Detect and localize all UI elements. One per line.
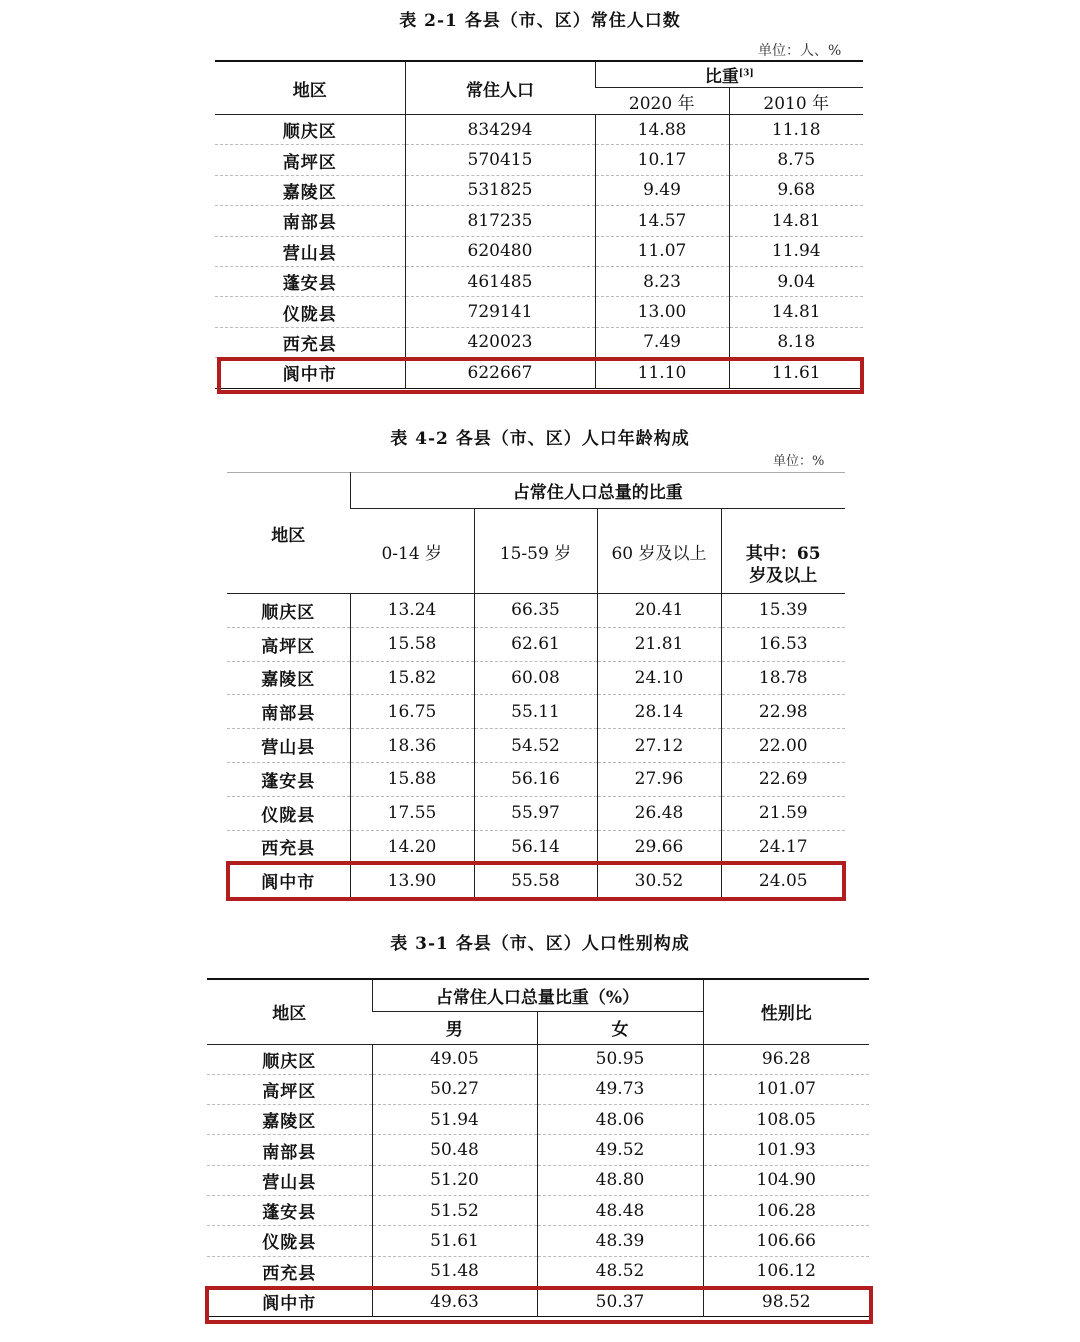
table-row <box>227 729 845 763</box>
cell-value: 96.28 <box>703 1044 869 1074</box>
cell-value: 49.63 <box>372 1286 537 1316</box>
region-name: 蓬安县 <box>207 1195 372 1225</box>
table1-unit: 单位：人、% <box>758 43 842 59</box>
table-row <box>227 864 845 898</box>
cell-value: 48.80 <box>537 1165 703 1195</box>
cell-value: 27.96 <box>597 762 721 796</box>
cell-value: 24.17 <box>721 830 845 864</box>
cell-value: 14.81 <box>729 206 863 236</box>
cell-value: 98.52 <box>703 1286 869 1316</box>
cell-value: 17.55 <box>350 796 474 830</box>
cell-value: 16.53 <box>721 627 845 661</box>
cell-value: 7.49 <box>595 327 729 357</box>
cell-value: 28.14 <box>597 695 721 729</box>
cell-value: 56.14 <box>474 830 597 864</box>
region-name: 营山县 <box>227 729 350 763</box>
header-region: 地区 <box>215 61 405 115</box>
header-male: 男 <box>372 1011 537 1044</box>
cell-value: 15.58 <box>350 627 474 661</box>
cell-value: 29.66 <box>597 830 721 864</box>
cell-value: 56.16 <box>474 762 597 796</box>
cell-value: 48.06 <box>537 1105 703 1135</box>
cell-value: 420023 <box>405 327 595 357</box>
cell-value: 570415 <box>405 145 595 175</box>
cell-value: 13.00 <box>595 297 729 327</box>
table-row <box>207 1044 869 1074</box>
cell-value: 14.20 <box>350 830 474 864</box>
table-row <box>215 115 863 145</box>
region-name: 仪陇县 <box>215 297 405 327</box>
sex-structure-table <box>207 978 869 1317</box>
header-sex-ratio: 性别比 <box>703 979 869 1044</box>
header-2020: 2020 年 <box>595 88 729 115</box>
cell-value: 15.39 <box>721 594 845 628</box>
cell-value: 106.28 <box>703 1195 869 1225</box>
region-name: 嘉陵区 <box>215 175 405 205</box>
resident-population-table <box>215 60 863 389</box>
region-name: 蓬安县 <box>215 266 405 296</box>
header-share: 占常住人口总量比重（%） <box>372 979 703 1011</box>
cell-value: 817235 <box>405 206 595 236</box>
table-row <box>215 145 863 175</box>
cell-value: 15.88 <box>350 762 474 796</box>
cell-value: 531825 <box>405 175 595 205</box>
cell-value: 11.94 <box>729 236 863 266</box>
table-row <box>215 236 863 266</box>
cell-value: 461485 <box>405 266 595 296</box>
header-region: 地区 <box>207 979 372 1044</box>
region-name: 营山县 <box>207 1165 372 1195</box>
cell-value: 21.81 <box>597 627 721 661</box>
table-row <box>227 594 845 628</box>
region-name: 顺庆区 <box>207 1044 372 1074</box>
cell-value: 11.18 <box>729 115 863 145</box>
cell-value: 20.41 <box>597 594 721 628</box>
cell-value: 50.37 <box>537 1286 703 1316</box>
region-name: 仪陇县 <box>227 796 350 830</box>
cell-value: 834294 <box>405 115 595 145</box>
cell-value: 60.08 <box>474 661 597 695</box>
cell-value: 51.52 <box>372 1195 537 1225</box>
table-row <box>215 327 863 357</box>
cell-value: 11.10 <box>595 358 729 388</box>
cell-value: 8.18 <box>729 327 863 357</box>
cell-value: 24.05 <box>721 864 845 898</box>
region-name: 高坪区 <box>215 145 405 175</box>
header-share: 占常住人口总量的比重 <box>350 473 845 509</box>
cell-value: 14.57 <box>595 206 729 236</box>
table-row <box>207 1135 869 1165</box>
table-row <box>227 762 845 796</box>
table-row <box>227 661 845 695</box>
table3-title: 表 3-1 各县（市、区）人口性别构成 <box>390 934 690 954</box>
region-name: 顺庆区 <box>227 594 350 628</box>
cell-value: 48.48 <box>537 1195 703 1225</box>
cell-value: 50.48 <box>372 1135 537 1165</box>
region-name: 西充县 <box>207 1256 372 1286</box>
region-name: 嘉陵区 <box>227 661 350 695</box>
cell-value: 62.61 <box>474 627 597 661</box>
cell-value: 729141 <box>405 297 595 327</box>
table2-unit: 单位：% <box>773 454 825 469</box>
header-2010: 2010 年 <box>729 88 863 115</box>
cell-value: 50.95 <box>537 1044 703 1074</box>
cell-value: 18.78 <box>721 661 845 695</box>
table-row <box>227 796 845 830</box>
table1-title: 表 2-1 各县（市、区）常住人口数 <box>399 11 681 31</box>
cell-value: 51.20 <box>372 1165 537 1195</box>
cell-value: 15.82 <box>350 661 474 695</box>
cell-value: 24.10 <box>597 661 721 695</box>
cell-value: 106.66 <box>703 1226 869 1256</box>
table-row <box>215 206 863 236</box>
cell-value: 51.61 <box>372 1226 537 1256</box>
region-name: 阆中市 <box>262 1294 317 1315</box>
table-row <box>215 175 863 205</box>
region-name: 嘉陵区 <box>207 1105 372 1135</box>
cell-value: 27.12 <box>597 729 721 763</box>
header-age-0-14: 0-14 岁 <box>350 509 474 594</box>
region-name: 高坪区 <box>207 1074 372 1104</box>
cell-value: 13.90 <box>350 864 474 898</box>
cell-value: 9.49 <box>595 175 729 205</box>
cell-value: 54.52 <box>474 729 597 763</box>
header-region: 地区 <box>227 473 350 594</box>
table-row <box>227 627 845 661</box>
header-age-65-plus: 其中：65 岁及以上 <box>721 509 845 594</box>
region-name: 仪陇县 <box>207 1226 372 1256</box>
table-row <box>207 1195 869 1225</box>
header-population: 常住人口 <box>405 61 595 115</box>
cell-value: 9.04 <box>729 266 863 296</box>
cell-value: 49.73 <box>537 1074 703 1104</box>
cell-value: 48.52 <box>537 1256 703 1286</box>
age-structure-table <box>227 472 845 898</box>
cell-value: 26.48 <box>597 796 721 830</box>
region-name: 蓬安县 <box>227 762 350 796</box>
cell-value: 104.90 <box>703 1165 869 1195</box>
cell-value: 11.61 <box>729 358 863 388</box>
cell-value: 14.81 <box>729 297 863 327</box>
cell-value: 22.98 <box>721 695 845 729</box>
header-age-15-59: 15-59 岁 <box>474 509 597 594</box>
table-row <box>215 266 863 296</box>
cell-value: 55.58 <box>474 864 597 898</box>
table-row <box>207 1074 869 1104</box>
table-row <box>215 297 863 327</box>
cell-value: 16.75 <box>350 695 474 729</box>
table-row <box>227 695 845 729</box>
cell-value: 106.12 <box>703 1256 869 1286</box>
cell-value: 49.52 <box>537 1135 703 1165</box>
cell-value: 22.69 <box>721 762 845 796</box>
region-name: 高坪区 <box>227 627 350 661</box>
cell-value: 622667 <box>405 358 595 388</box>
region-name: 顺庆区 <box>215 115 405 145</box>
region-name: 阆中市 <box>261 873 316 894</box>
cell-value: 55.97 <box>474 796 597 830</box>
cell-value: 13.24 <box>350 594 474 628</box>
region-name: 营山县 <box>215 236 405 266</box>
region-name: 西充县 <box>215 327 405 357</box>
cell-value: 9.68 <box>729 175 863 205</box>
region-name: 南部县 <box>207 1135 372 1165</box>
region-name: 西充县 <box>227 830 350 864</box>
cell-value: 30.52 <box>597 864 721 898</box>
table-row <box>227 830 845 864</box>
cell-value: 51.48 <box>372 1256 537 1286</box>
table-row <box>207 1286 869 1316</box>
cell-value: 11.07 <box>595 236 729 266</box>
table-row <box>207 1165 869 1195</box>
cell-value: 51.94 <box>372 1105 537 1135</box>
table-row <box>207 1226 869 1256</box>
region-name: 南部县 <box>227 695 350 729</box>
cell-value: 48.39 <box>537 1226 703 1256</box>
cell-value: 620480 <box>405 236 595 266</box>
header-age-60-plus: 60 岁及以上 <box>597 509 721 594</box>
header-ratio: 比重[3] <box>595 61 863 88</box>
cell-value: 14.88 <box>595 115 729 145</box>
cell-value: 101.93 <box>703 1135 869 1165</box>
cell-value: 55.11 <box>474 695 597 729</box>
header-female: 女 <box>537 1011 703 1044</box>
cell-value: 10.17 <box>595 145 729 175</box>
cell-value: 8.23 <box>595 266 729 296</box>
table-row <box>207 1105 869 1135</box>
region-name: 南部县 <box>215 206 405 236</box>
table-row <box>215 358 863 388</box>
cell-value: 66.35 <box>474 594 597 628</box>
cell-value: 108.05 <box>703 1105 869 1135</box>
table2-title: 表 4-2 各县（市、区）人口年龄构成 <box>390 429 690 449</box>
cell-value: 49.05 <box>372 1044 537 1074</box>
region-name: 阆中市 <box>282 365 337 386</box>
table-row <box>207 1256 869 1286</box>
cell-value: 21.59 <box>721 796 845 830</box>
cell-value: 18.36 <box>350 729 474 763</box>
cell-value: 101.07 <box>703 1074 869 1104</box>
footnote-ref: [3] <box>738 68 754 79</box>
cell-value: 8.75 <box>729 145 863 175</box>
cell-value: 50.27 <box>372 1074 537 1104</box>
cell-value: 22.00 <box>721 729 845 763</box>
